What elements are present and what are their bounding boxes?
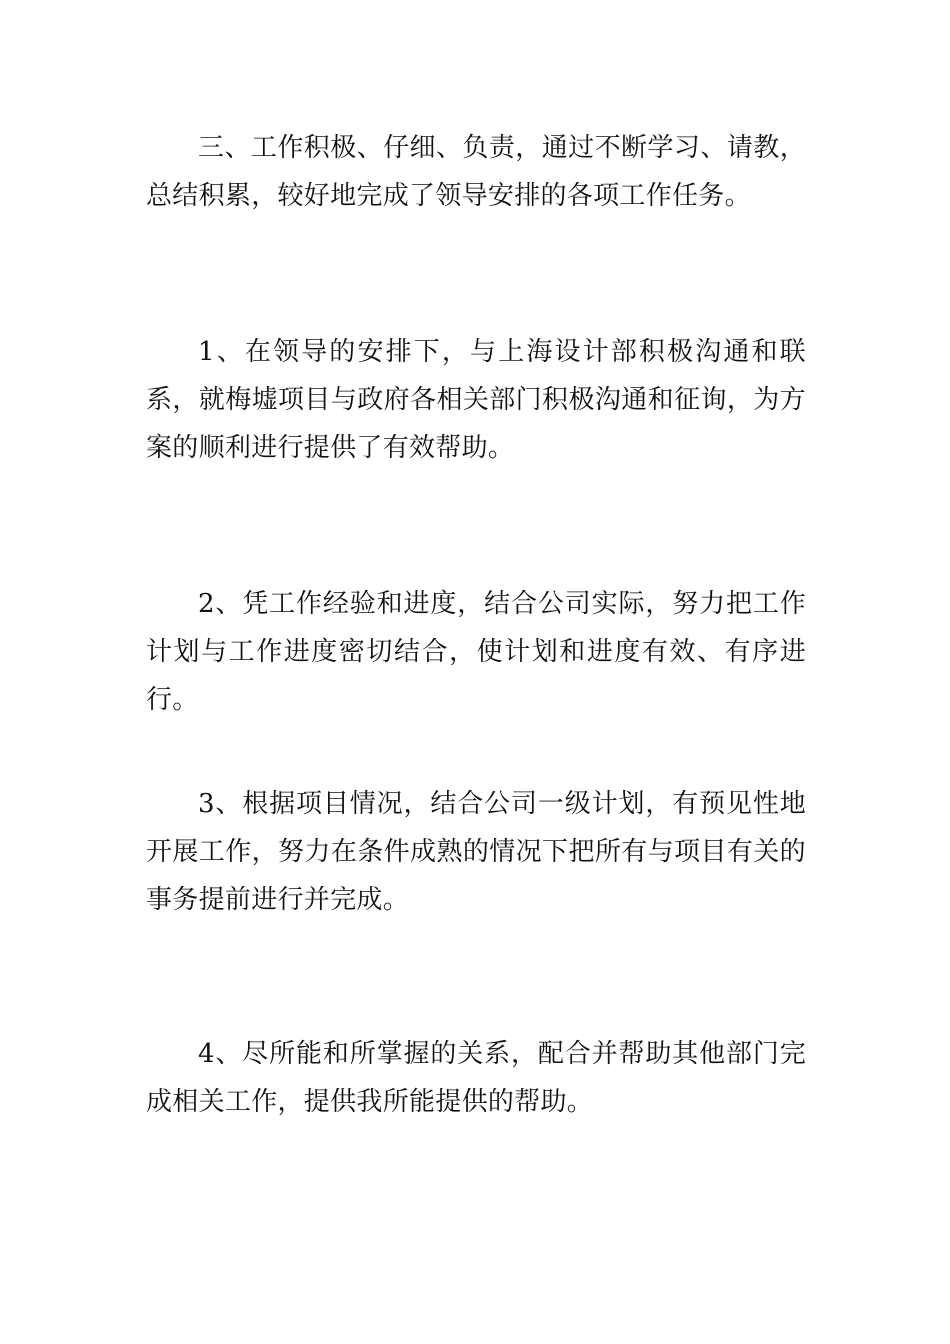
- paragraph-section-three: 三、工作积极、仔细、负责，通过不断学习、请教，总结积累，较好地完成了领导安排的各项工作任务。: [146, 133, 806, 211]
- paragraph-item-4: 4、尽所能和所掌握的关系，配合并帮助其他部门完成相关工作，提供我所能提供的帮助。: [146, 1039, 806, 1117]
- paragraph-item-1: 1、在领导的安排下，与上海设计部积极沟通和联系，就梅墟项目与政府各相关部门积极沟通和征询，为方案的顺利进行提供了有效帮助。: [146, 337, 806, 463]
- paragraph-item-3: 3、根据项目情况，结合公司一级计划，有预见性地开展工作，努力在条件成熟的情况下把所有与项目有关的事务提前进行并完成。: [146, 789, 806, 915]
- paragraph-item-2: 2、凭工作经验和进度，结合公司实际，努力把工作计划与工作进度密切结合，使计划和进度有效、有序进行。: [146, 589, 806, 715]
